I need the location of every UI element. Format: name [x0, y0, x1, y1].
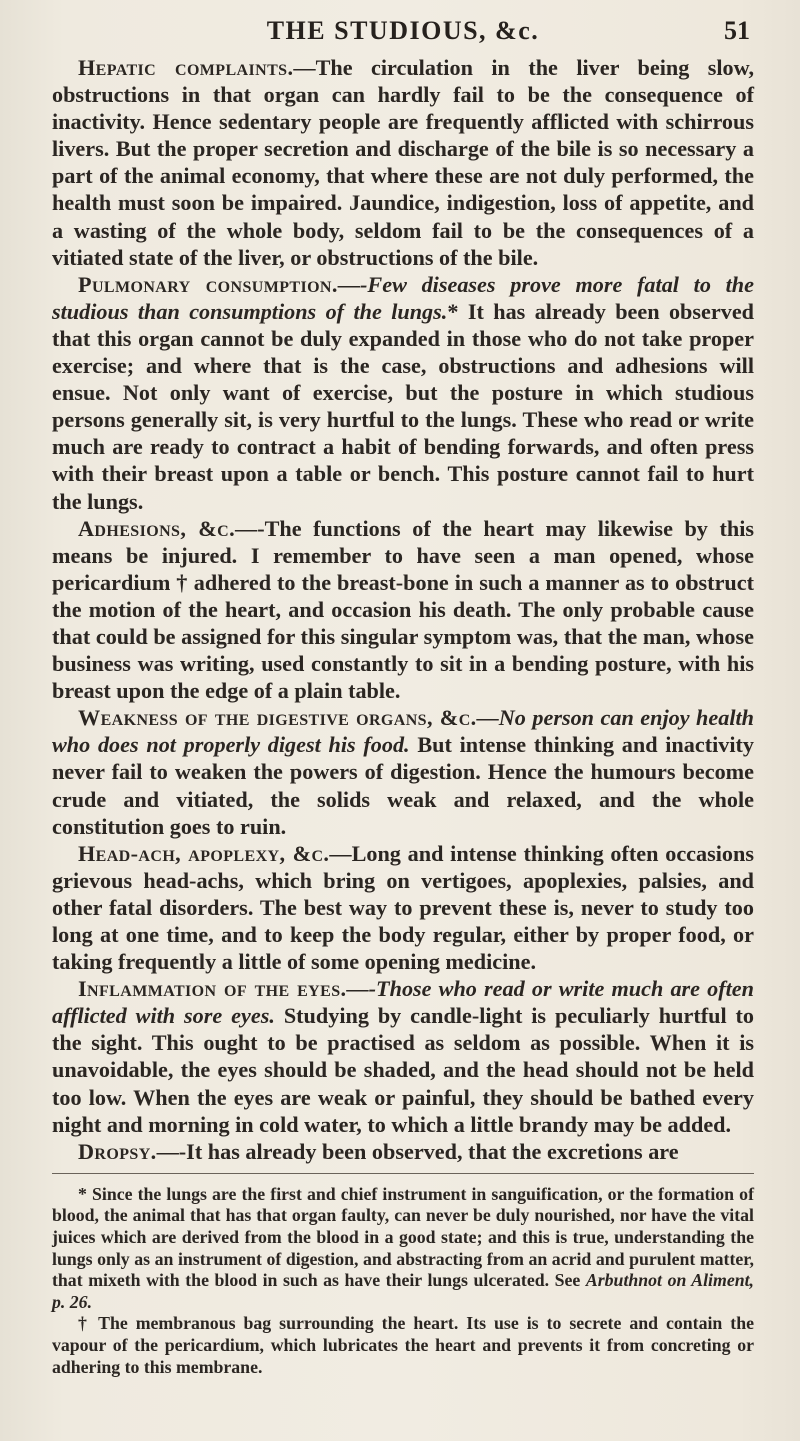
footnote-divider	[52, 1173, 754, 1174]
section-heading: Dropsy.	[78, 1138, 157, 1164]
paragraph-text: —-The functions of the heart may likewise by this means be injured. I remember to have seen a man opened, whose pericardium † adhered to the breast-bone in such a manner as to obstruct the motion of the heart, and occasion his death. The only probable cause that could be assigned for this singular symptom was, that the man, whose business was writing, used constantly to sit in a bending posture, with his breast upon the edge of a plain table.	[52, 515, 754, 704]
paragraph-head-ach	[52, 840, 754, 975]
footnote-lungs	[52, 1184, 754, 1314]
paragraph-pulmonary	[52, 271, 754, 515]
italic-text: —-Those who read or write much are often afflicted with sore eyes.	[52, 976, 754, 1029]
section-heading: Adhesions, &c.	[78, 515, 236, 541]
section-heading: Head-ach, apoplexy, &c.	[78, 840, 330, 866]
paragraph-text: —Long and intense thinking often occasions grievous head-achs, which bring on vertigoes, apoplexies, palsies, and other fatal disorders. The best way to prevent these is, never to study too long at one time, and to keep the body regular, either by proper food, or taking frequently a little of some opening medicine.	[52, 840, 754, 975]
page-number: 51	[724, 16, 750, 45]
paragraph-eyes	[52, 975, 754, 1138]
paragraph-digestive	[52, 704, 754, 839]
paragraph-dropsy	[52, 1138, 754, 1165]
main-text	[52, 54, 754, 1165]
section-heading: Hepatic complaints.	[78, 55, 294, 80]
running-head	[52, 14, 754, 54]
paragraph-text: But intense thinking and inactivity never fail to weaken the powers of digestion. Hence the humours become crude and vitiated, the solids weak and relaxed, and the whole constitution goes to ruin.	[52, 732, 754, 839]
section-heading: Pulmonary consumption.	[78, 271, 338, 297]
paragraph-text: Studying by candle-light is peculiarly hurtful to the sight. This ought to be practised as seldom as possible. When it is unavoidable, the eyes should be shaded, and the head should not be held too low. When the eyes are weak or painful, they should be bathed every night and morning in cold water, to which a little brandy may be added.	[52, 1003, 755, 1137]
footnote-pericardium	[52, 1313, 754, 1378]
italic-text: —No person can enjoy health who does not properly digest his food.	[52, 705, 754, 758]
footnote-citation: Arbuthnot on Aliment, p. 26.	[52, 1270, 754, 1312]
footnote-text: † The membranous bag surrounding the heart. Its use is to secrete and contain the vapour of the pericardium, which lubricates the heart and prevents it from concreting or adhering to this membrane.	[52, 1313, 754, 1377]
paragraph-text: —The circulation in the liver being slow, obstructions in that organ can hardly fail to be the consequence of inactivity. Hence sedentary people are frequently afflicted with schirrous livers. But the proper secretion and discharge of the bile is so necessary a part of the animal economy, that where these are not duly performed, the health must soon be impaired. Jaundice, indigestion, loss of appetite, and a wasting of the whole body, seldom fail to be the consequences of a vitiated state of the liver, or obstructions of the bile.	[52, 55, 754, 270]
footnotes	[52, 1184, 754, 1378]
italic-text: —-Few diseases prove more fatal to the studious than consumptions of the lungs.	[52, 271, 754, 324]
paragraph-hepatic	[52, 54, 754, 271]
running-title: THE STUDIOUS, &c.	[266, 16, 540, 45]
footnote-text: * Since the lungs are the first and chief instrument in sanguification, or the formation of blood, the animal that has that organ faulty, can never be duly nourished, nor have the vital juices which are derived from the blood in a good state; and this is true, understanding the lungs only as an instrument of digestion, and abstracting from an acrid and purulent matter, that mixeth with the blood in such as have their lungs ulcerated. See	[52, 1183, 754, 1291]
section-heading: Inflammation of the eyes.	[78, 976, 347, 1002]
paragraph-text: * It has already been observed that this organ cannot be duly expanded in those who do not take proper exercise; and where that is the case, obstructions and adhesions will ensue. Not only want of exercise, but the posture in which studious persons generally sit, is very hurtful to the lungs. These who read or write much are ready to contract a habit of bending forwards, and often press with their breast upon a table or bench. This posture cannot fail to hurt the lungs.	[52, 298, 755, 514]
section-heading: Weakness of the digestive organs, &c.	[78, 705, 477, 731]
paragraph-text: —-It has already been observed, that the excretions are	[156, 1138, 679, 1164]
paragraph-adhesions	[52, 515, 754, 705]
